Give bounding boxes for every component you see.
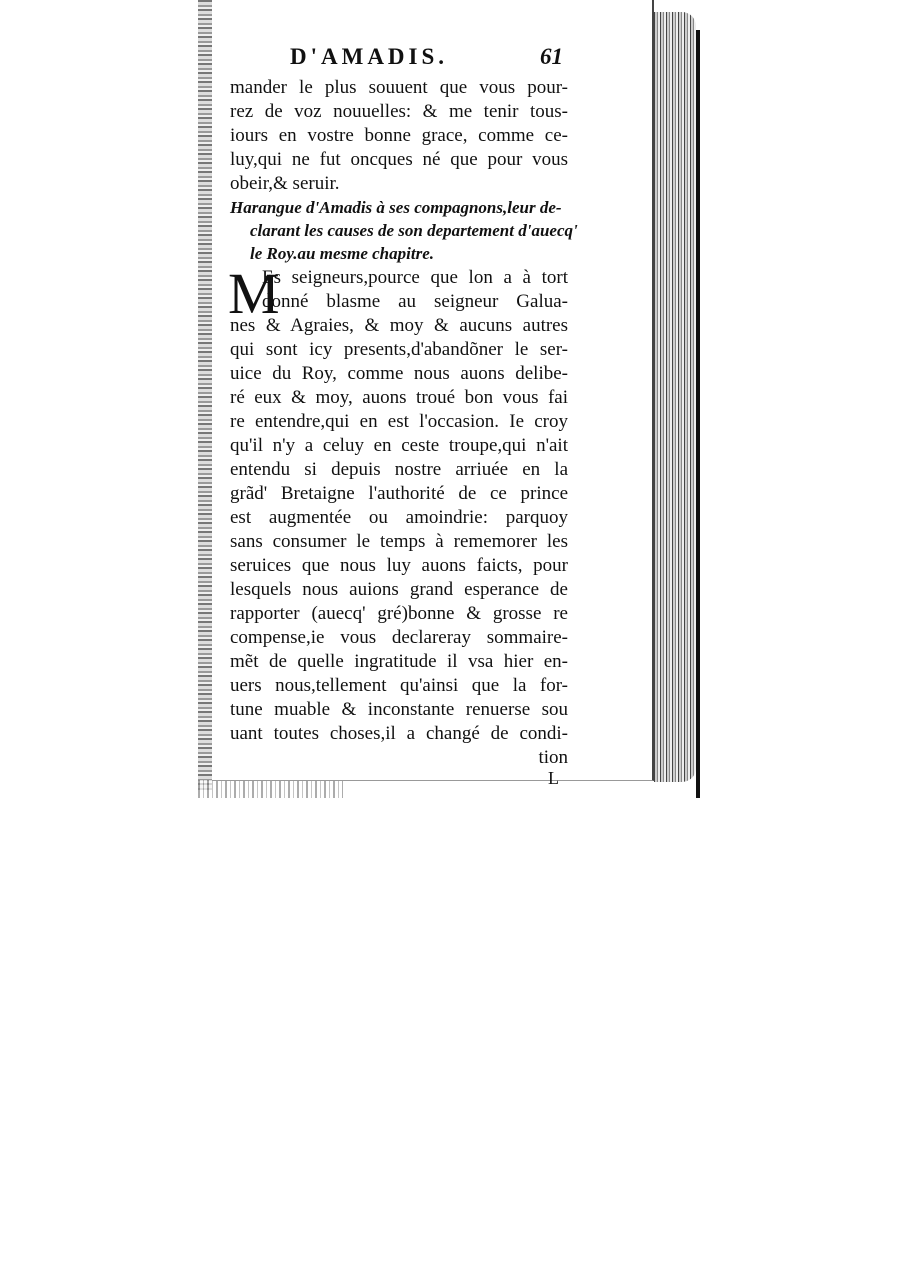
text-line: est augmentée ou amoindrie: parquoy bbox=[230, 507, 568, 528]
catchword: tion bbox=[538, 747, 568, 768]
text-line: qu'il n'y a celuy en ceste troupe,qui n'ait bbox=[230, 435, 568, 456]
text-line: rapporter (auecq' gré)bonne & grosse re bbox=[230, 603, 568, 624]
text-line: iours en vostre bonne grace, comme ce- bbox=[230, 125, 568, 146]
scan-edge-line bbox=[696, 30, 700, 798]
text-line: luy,qui ne fut oncques né que pour vous bbox=[230, 149, 568, 170]
text-line: re entendre,qui en est l'occasion. Ie croy bbox=[230, 411, 568, 432]
text-line: qui sont icy presents,d'abandõner le ser- bbox=[230, 339, 568, 360]
text-line: nes & Agraies, & moy & aucuns autres bbox=[230, 315, 568, 336]
running-head: D'AMADIS. bbox=[290, 44, 449, 69]
text-line: uice du Roy, comme nous auons delibe- bbox=[230, 363, 568, 384]
text-line: mander le plus souuent que vous pour- bbox=[230, 77, 568, 98]
text-line: compense,ie vous declareray sommaire- bbox=[230, 627, 568, 648]
text-line: sans consumer le temps à rememorer les bbox=[230, 531, 568, 552]
text-line: seruices que nous luy auons faicts, pour bbox=[230, 555, 568, 576]
text-line: uers nous,tellement qu'ainsi que la for- bbox=[230, 675, 568, 696]
text-line: donné blasme au seigneur Galua- bbox=[262, 291, 568, 312]
text-line: mẽt de quelle ingratitude il vsa hier en- bbox=[230, 651, 568, 672]
text-line: obeir,& seruir. bbox=[230, 173, 340, 194]
text-line: grãd' Bretaigne l'authorité de ce prince bbox=[230, 483, 568, 504]
drop-capital: M bbox=[228, 261, 280, 326]
page-number: 61 bbox=[540, 44, 563, 69]
text-line: uant toutes choses,il a changé de condi- bbox=[230, 723, 568, 744]
text-line: entendu si depuis nostre arriuée en la bbox=[230, 459, 568, 480]
chapter-heading-line: Harangue d'Amadis à ses compagnons,leur de- bbox=[230, 198, 562, 217]
page-fore-edge bbox=[654, 12, 696, 782]
chapter-heading-line: le Roy.au mesme chapitre. bbox=[250, 244, 434, 263]
scan-noise bbox=[198, 780, 343, 798]
left-page-gutter bbox=[198, 0, 212, 790]
chapter-heading-line: clarant les causes de son departement d'auecq' bbox=[250, 221, 578, 240]
text-line: rez de voz nouuelles: & me tenir tous- bbox=[230, 101, 568, 122]
text-line: ré eux & moy, auons troué bon vous fai bbox=[230, 387, 568, 408]
text-line: Es seigneurs,pource que lon a à tort bbox=[262, 267, 568, 288]
signature-mark: L bbox=[548, 768, 559, 788]
text-line: lesquels nous auions grand esperance de bbox=[230, 579, 568, 600]
text-line: tune muable & inconstante renuerse sou bbox=[230, 699, 568, 720]
